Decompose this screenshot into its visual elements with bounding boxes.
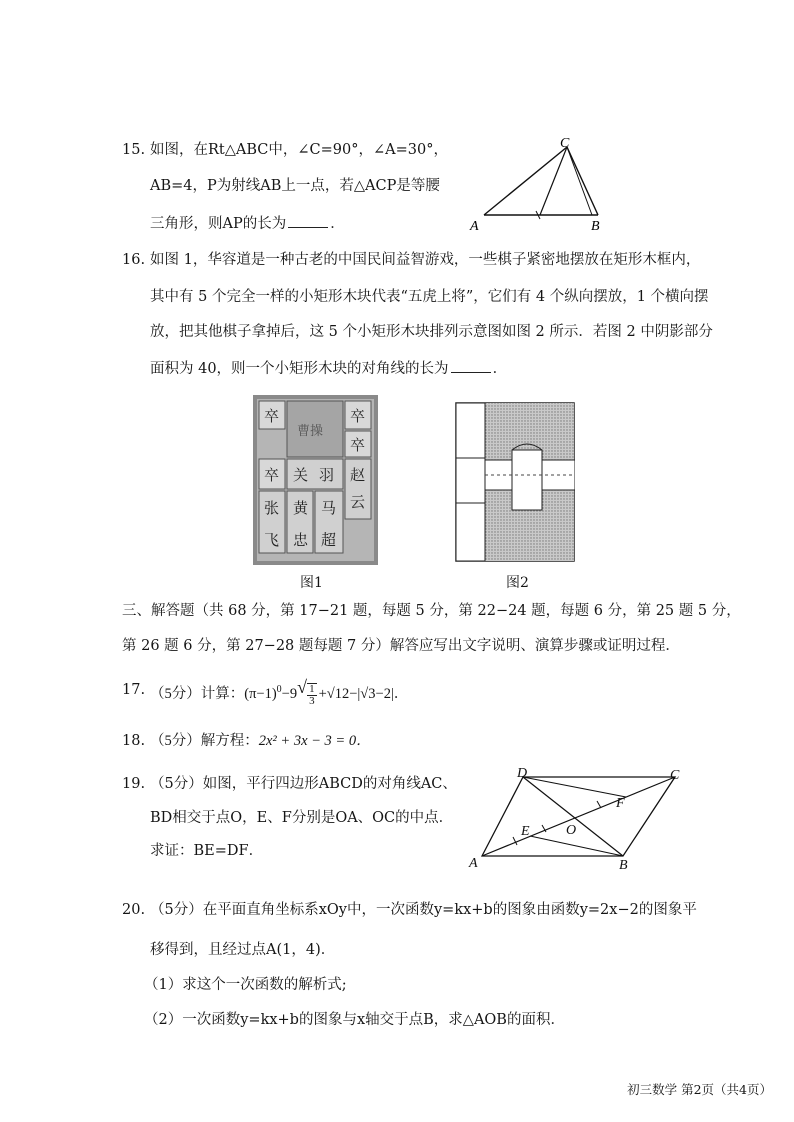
answer-blank: [288, 213, 328, 228]
piece-char: 卒: [350, 436, 366, 454]
q15-period: ．: [330, 216, 345, 232]
q16-line3: 放，把其他棋子拿掉后，这 5 个小矩形木块排列示意图如图 2 所示．若图 2 中阴影部分: [150, 324, 713, 340]
q19-line2: BD相交于点O，E、F分别是OA、OC的中点．: [150, 810, 454, 826]
piece-char: 卒: [350, 407, 366, 425]
q15-line1: 如图，在Rt△ABC中，∠C=90°，∠A=30°，: [150, 142, 448, 158]
q19-label-e: E: [521, 824, 530, 839]
q18-text: （5分）解方程：: [150, 733, 259, 749]
piece-char: 飞: [264, 531, 280, 549]
q16-line4-text: 面积为 40，则一个小矩形木块的对角线的长为: [150, 361, 449, 377]
q15-label-c: C: [560, 136, 570, 151]
piece-char: 赵: [350, 466, 366, 484]
q17-frac-num: 1: [309, 682, 315, 695]
q17-exponent: 0: [276, 684, 282, 695]
fig1-caption: 图1: [300, 575, 323, 591]
q17-text: （5分）计算：: [150, 685, 245, 702]
q16-number: 16.: [122, 252, 146, 268]
q19-line1: （5分）如图，平行四边形ABCD的对角线AC、: [150, 776, 457, 792]
q15-triangle-figure: [462, 135, 612, 235]
q17-number: 17.: [122, 682, 146, 698]
q19-label-b: B: [619, 858, 628, 870]
q19-label-o: O: [566, 823, 577, 838]
q18-number: 18.: [122, 733, 146, 749]
q15-line3-text: 三角形，则AP的长为: [150, 216, 287, 232]
answer-blank: [451, 358, 491, 373]
q16-line2: 其中有 5 个完全一样的小矩形木块代表“五虎上将”，它们有 4 个纵向摆放，1 个横向摆: [150, 289, 709, 305]
q15-label-b: B: [591, 219, 600, 234]
section3-heading-line2: 第 26 题 6 分，第 27−28 题每题 7 分）解答应写出文字说明、演算步骤或证明过程．: [122, 638, 680, 654]
q17-frac-den: 3: [309, 694, 315, 707]
q17-line: [150, 676, 409, 707]
q15-label-a: A: [470, 219, 479, 234]
q20-number: 20.: [122, 902, 146, 918]
q18-expr: 2x² + 3x − 3 = 0．: [258, 733, 371, 749]
q19-line3: 求证：BE=DF．: [150, 843, 264, 859]
piece-char: 卒: [264, 466, 280, 484]
piece-char: 忠: [293, 531, 309, 549]
q17-sqrt-fraction: √ 1 3: [297, 676, 315, 707]
piece-char: 黄: [293, 499, 309, 517]
q19-parallelogram-figure: [465, 765, 695, 870]
q20-line2: 移得到，且经过点A(1，4)．: [150, 942, 336, 958]
q16-line1: 如图 1，华容道是一种古老的中国民间益智游戏，一些棋子紧密地摆放在矩形木框内，: [150, 252, 701, 268]
q15-line3: [150, 213, 345, 234]
q19-label-c: C: [670, 768, 680, 783]
piece-char: 关: [293, 466, 309, 484]
fig2-caption: 图2: [506, 575, 529, 591]
q15-line2: AB=4，P为射线AB上一点，若△ACP是等腰: [150, 178, 440, 194]
q20-line1: （5分）在平面直角坐标系xOy中，一次函数y=kx+b的图象由函数y=2x−2的图象平: [150, 902, 697, 918]
q19-number: 19.: [122, 776, 146, 792]
q19-label-d: D: [517, 766, 528, 781]
piece-char: 超: [321, 531, 337, 549]
q20-sub1: （1）求这个一次函数的解析式;: [144, 977, 347, 993]
piece-char: 卒: [264, 407, 280, 425]
section3-heading-line1: 三、解答题（共 68 分，第 17−21 题，每题 5 分，第 22−24 题，每题 6 分，第 25 题 5 分，: [122, 603, 741, 619]
piece-char: 曹操: [297, 424, 324, 439]
piece-char: 羽: [319, 466, 335, 484]
five-blocks-schematic: [455, 402, 575, 562]
q19-label-f: F: [616, 796, 625, 811]
page-footer: 初三数学 第2页（共4页）: [627, 1082, 772, 1097]
q19-label-a: A: [469, 856, 478, 870]
piece-char: 张: [264, 499, 280, 517]
q17-expr-a: (π−1): [244, 685, 277, 702]
q20-sub2: （2）一次函数y=kx+b的图象与x轴交于点B，求△AOB的面积．: [144, 1012, 565, 1028]
q18-line: [150, 731, 371, 751]
huarongdao-board-figure: [253, 395, 378, 565]
q17-expr-c: +√12−|√3−2|．: [318, 685, 409, 702]
q16-period: ．: [492, 361, 508, 377]
q17-expr-b: −9: [281, 685, 298, 702]
q15-number: 15.: [122, 142, 146, 158]
piece-char: 云: [350, 493, 366, 511]
piece-char: 马: [321, 499, 337, 517]
q16-line4: [150, 358, 507, 379]
